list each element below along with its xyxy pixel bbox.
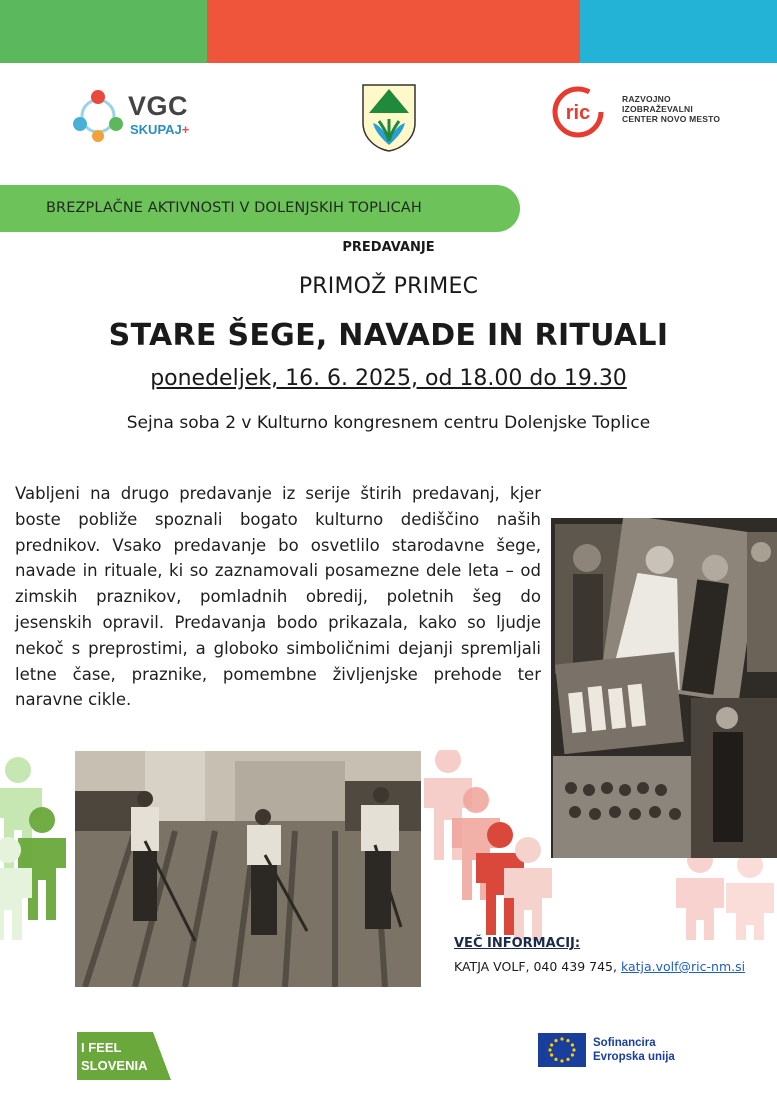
event-date: ponedeljek, 16. 6. 2025, od 18.00 do 19.30 [150, 366, 627, 391]
top-bar-red [207, 0, 580, 63]
old-photos-collage-image [551, 518, 777, 858]
contact-name-phone: KATJA VOLF, 040 439 745, [454, 959, 617, 974]
ric-logo [552, 84, 722, 140]
vgc-logo-sub: SKUPAJ+ [130, 122, 190, 137]
svg-text:ric: ric [565, 102, 591, 124]
vgc-people-icon [70, 88, 126, 144]
vgc-logo [70, 86, 210, 146]
more-info-heading: VEČ INFORMACIJ: [454, 936, 581, 951]
speaker-name: PRIMOŽ PRIMEC [298, 274, 479, 299]
contact-info [454, 959, 745, 974]
field-workers-photo-image [75, 751, 421, 987]
eu-cofinancing-logo [538, 1033, 698, 1069]
ric-logo-icon [552, 84, 608, 140]
ifeel-line1: I FEEL [81, 1040, 122, 1055]
ric-logo-text: RAZVOJNO IZOBRAŽEVALNI CENTER NOVO MESTO [622, 94, 721, 124]
activities-banner-text: BREZPLAČNE AKTIVNOSTI V DOLENJSKIH TOPLICAH [46, 200, 422, 216]
eu-cofinancing-text: Sofinancira Evropska unija [593, 1037, 675, 1063]
event-description: Vabljeni na drugo predavanje iz serije štirih predavanj, kjer boste pobliže spoznali bogato kulturno dediščino naših prednikov. Vsako predavanje bo osvetlilo starodavne šege, navade in rituale, ki so zaznamovali posamezne dele leta – od zimskih praznikov, pomladnih obredij, poletnih šeg do jesenskih opravil. Predavanja bodo prikazala, kako so ljudje nekoč s preprostimi, a globoko simboličnimi dejanji spremljali letne čase, praznike, pomembne življenjske prehode ter naravne cikle. [15, 484, 541, 710]
municipality-crest-icon [361, 83, 417, 153]
eu-flag-icon [538, 1033, 586, 1067]
top-bar-cyan [580, 0, 777, 63]
event-type: PREDAVANJE [342, 240, 435, 255]
i-feel-slovenia-logo [77, 1032, 171, 1080]
event-venue: Sejna soba 2 v Kulturno kongresnem centru Dolenjske Toplice [126, 413, 651, 433]
event-title: STARE ŠEGE, NAVADE IN RITUALI [108, 318, 669, 353]
top-bar-green [0, 0, 207, 63]
vgc-logo-name: VGC [128, 91, 189, 121]
ifeel-line2: SLOVENIA [81, 1058, 148, 1073]
contact-email-link[interactable]: katja.volf@ric-nm.si [620, 959, 746, 974]
